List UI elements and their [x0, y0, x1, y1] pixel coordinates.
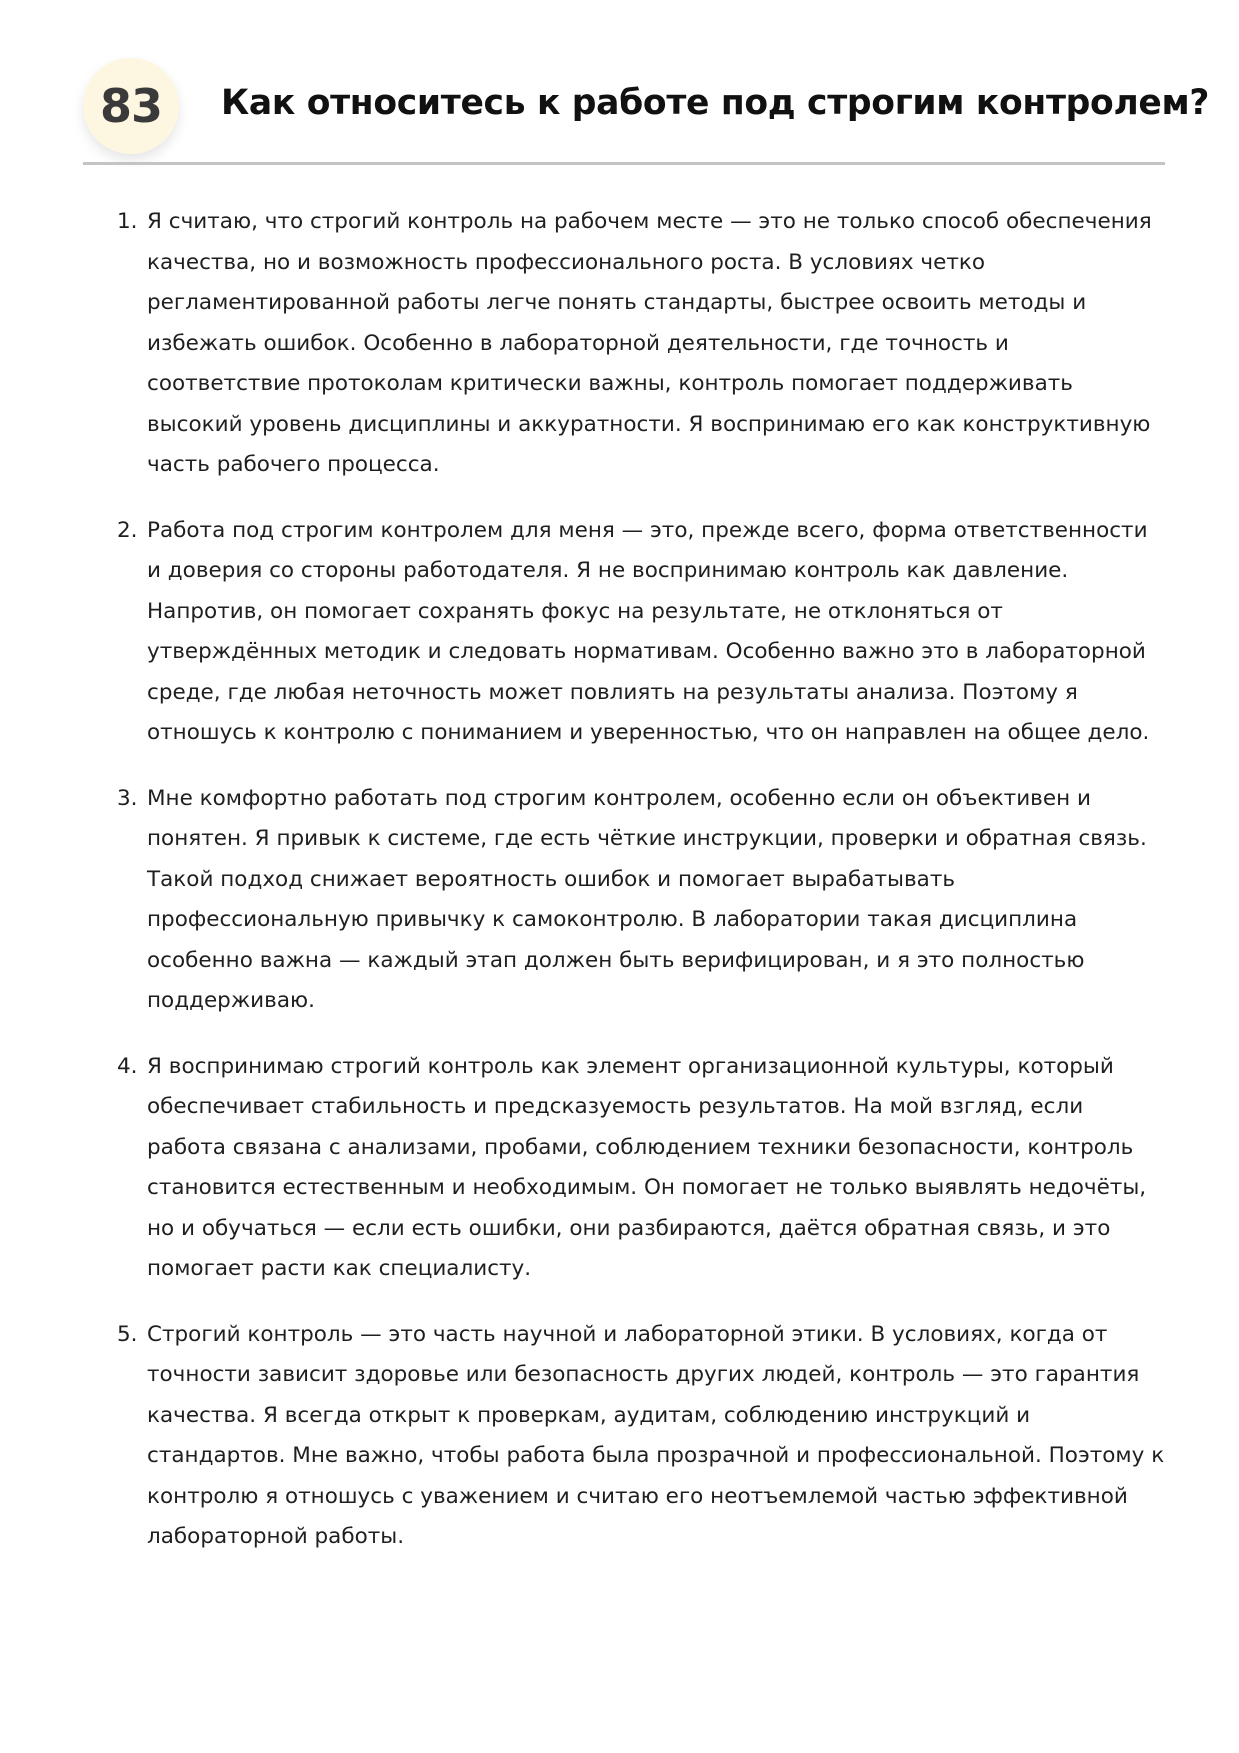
answer-number: 1.: [117, 209, 138, 234]
page-title: Как относитесь к работе под строгим контролем?: [221, 83, 1210, 123]
answer-number: 3.: [117, 785, 138, 811]
answer-text: Мне комфортно работать под строгим контролем, особенно если он объективен и понятен. Я привык к системе, где есть чёткие инструкции, проверки и обратная связь. Такой подход снижает вероятность ошибок и помогает вырабатывать профессиональную привычку к самоконтролю. В лаборатории такая дисциплина особенно важна — каждый этап должен быть верифицирован, и я это полностью поддерживаю.: [147, 785, 1147, 1013]
answer-item: [117, 1315, 1167, 1558]
header-divider: [83, 162, 1165, 165]
page-header: [83, 57, 1210, 163]
answer-number: 5.: [117, 1321, 138, 1347]
answer-list: [117, 202, 1167, 1583]
answer-item: [117, 779, 1167, 1022]
answer-number: 4.: [117, 1053, 138, 1079]
answer-text: Я воспринимаю строгий контроль как элемент организационной культуры, который обеспечивает стабильность и предсказуемость результатов. На мой взгляд, если работа связана с анализами, пробами, соблюдением техники безопасности, контроль становится естественным и необходимым. Он помогает не только выявлять недочёты, но и обучаться — если есть ошибки, они разбираются, даётся обратная связь, и это помогает расти как специалисту.: [147, 1053, 1147, 1281]
answer-text: Работа под строгим контролем для меня — это, прежде всего, форма ответственности и доверия со стороны работодателя. Я не воспринимаю контроль как давление. Напротив, он помогает сохранять фокус на результате, не отклоняться от утверждённых методик и следовать нормативам. Особенно важно это в лабораторной среде, где любая неточность может повлиять на результаты анализа. Поэтому я отношусь к контролю с пониманием и уверенностью, что он направлен на общее дело.: [147, 517, 1150, 745]
answer-item: [117, 202, 1167, 486]
question-number-badge: 83: [83, 58, 179, 154]
answer-item: [117, 511, 1167, 754]
answer-item: [117, 1047, 1167, 1290]
answer-text: Я считаю, что строгий контроль на рабочем месте — это не только способ обеспечения качества, но и возможность профессионального роста. В условиях четко регламентированной работы легче понять стандарты, быстрее освоить методы и избежать ошибок. Особенно в лабораторной деятельности, где точность и соответствие протоколам критически важны, контроль помогает поддерживать высокий уровень дисциплины и аккуратности. Я воспринимаю его как конструктивную часть рабочего процесса.: [147, 209, 1152, 477]
answer-text: Строгий контроль — это часть научной и лабораторной этики. В условиях, когда от точности зависит здоровье или безопасность других людей, контроль — это гарантия качества. Я всегда открыт к проверкам, аудитам, соблюдению инструкций и стандартов. Мне важно, чтобы работа была прозрачной и профессиональной. Поэтому к контролю я отношусь с уважением и считаю его неотъемлемой частью эффективной лабораторной работы.: [147, 1321, 1165, 1549]
answer-number: 2.: [117, 517, 138, 543]
